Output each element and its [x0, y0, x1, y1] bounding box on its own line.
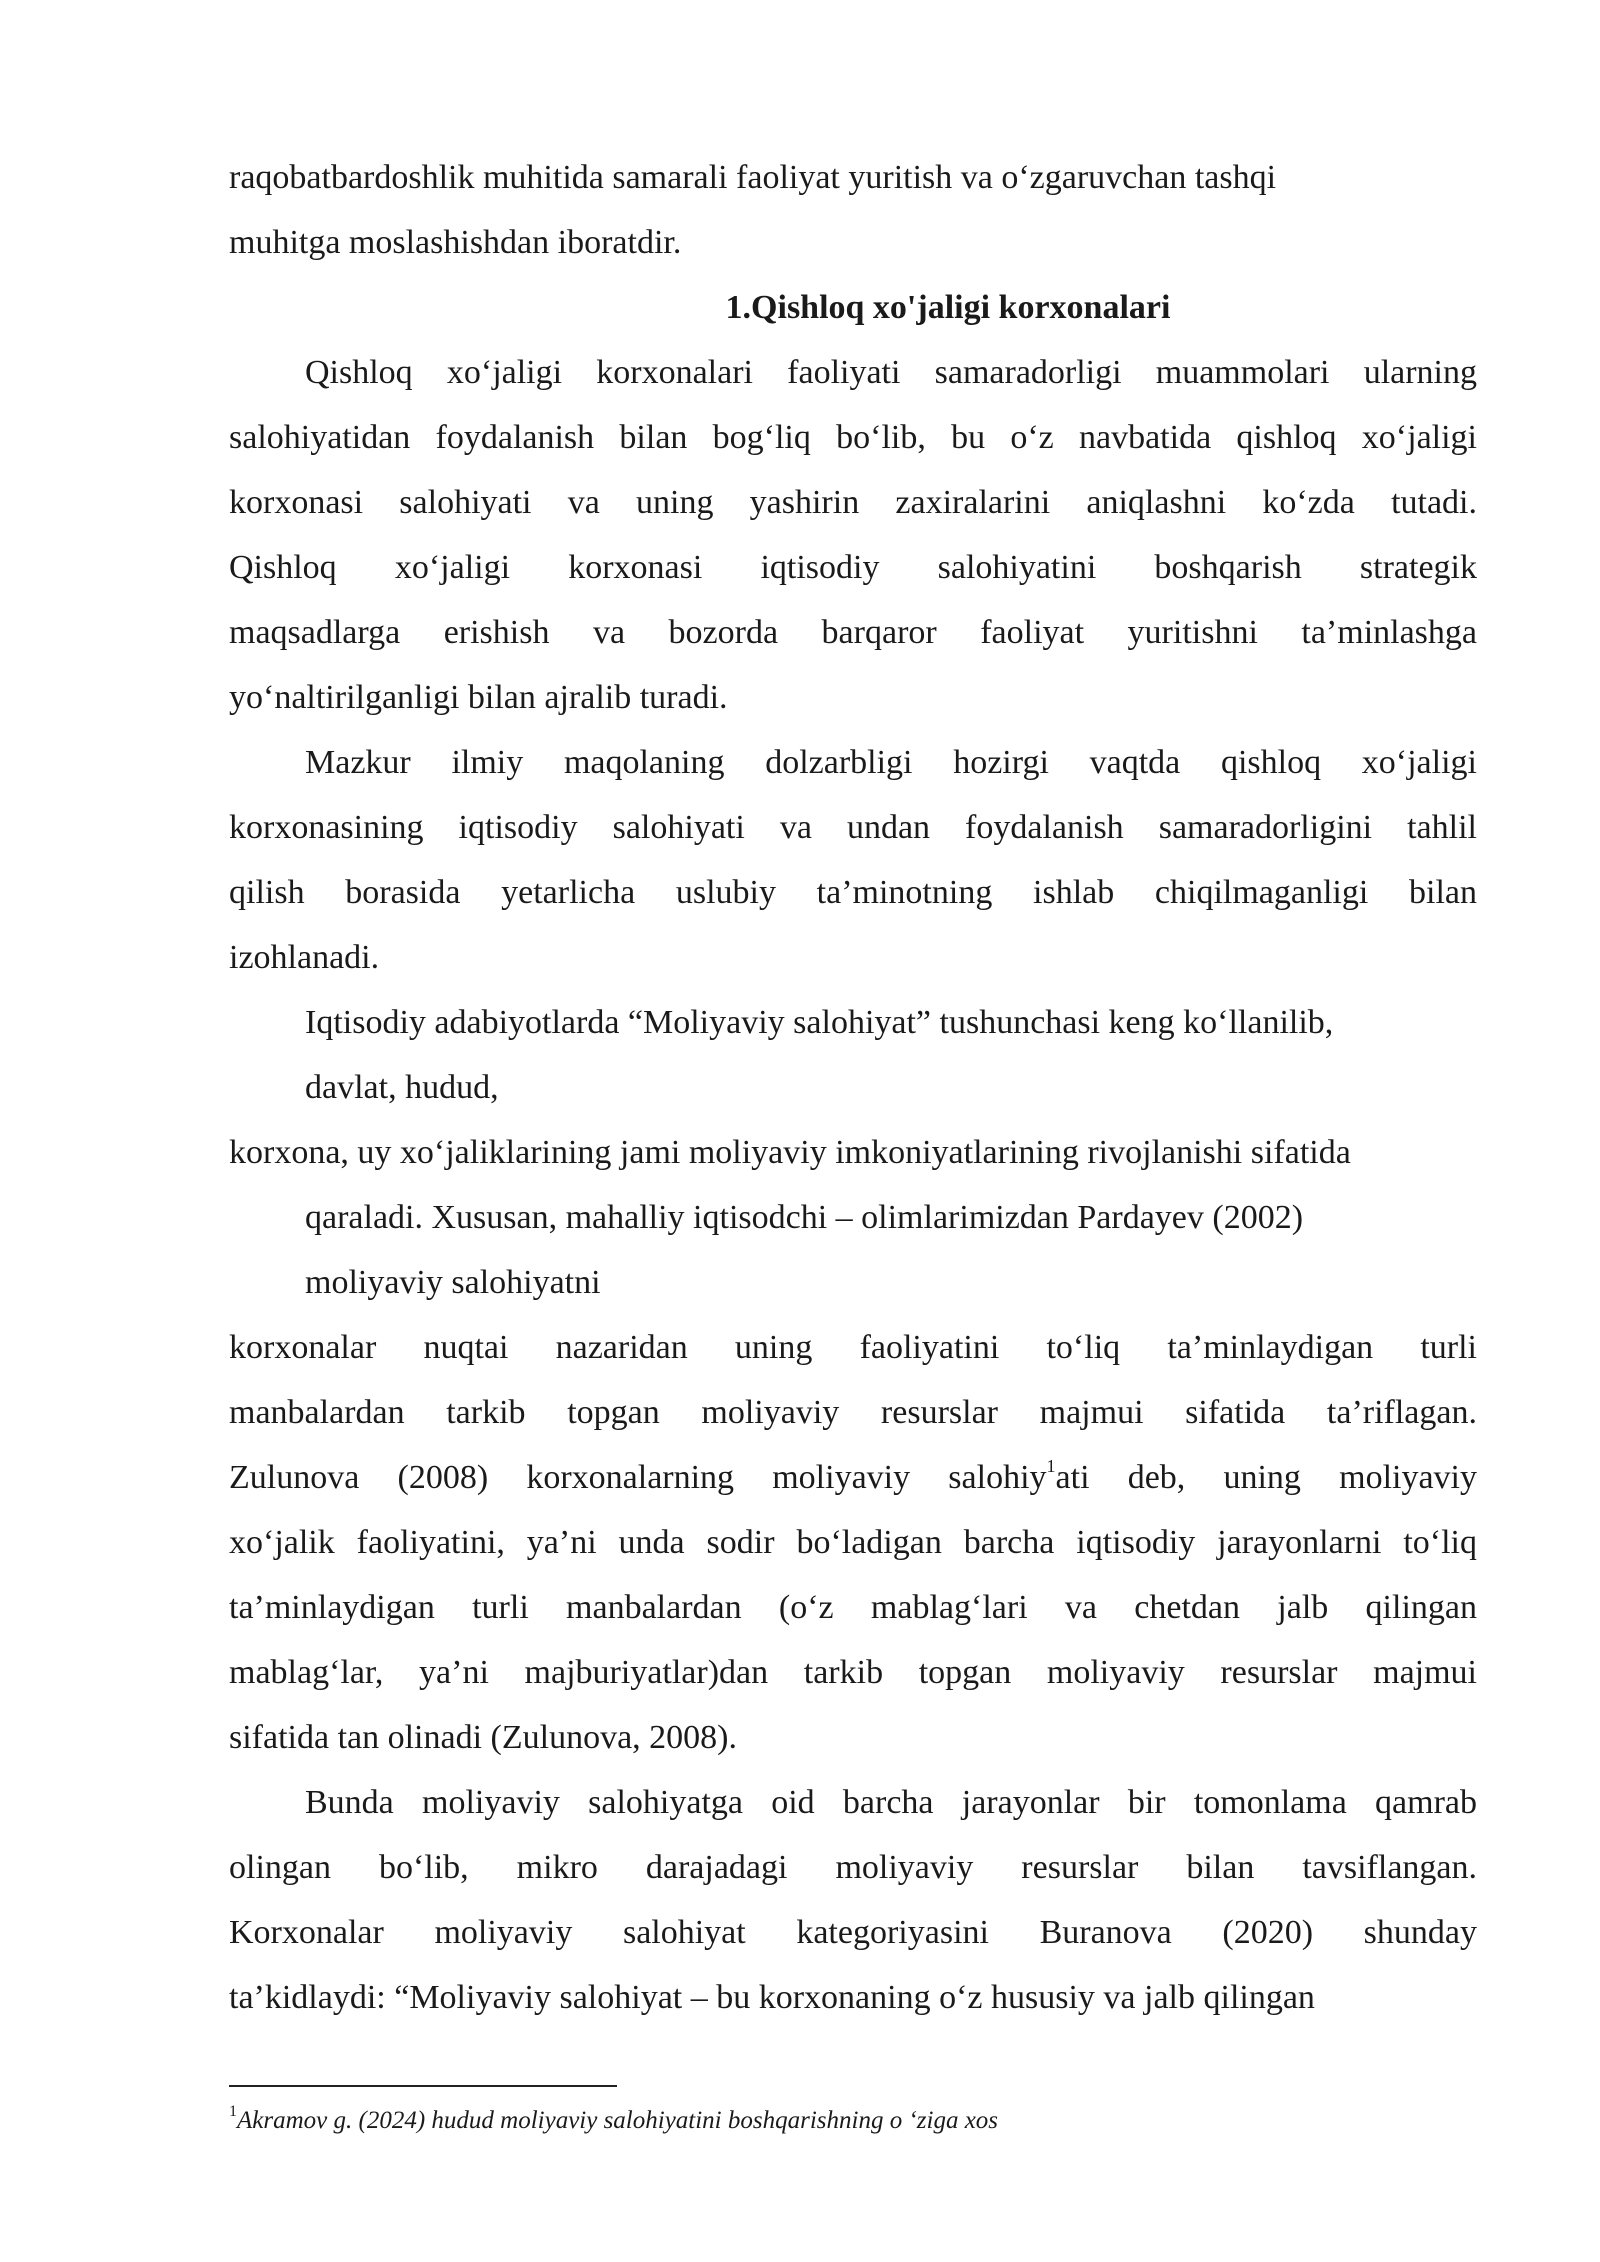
paragraph-line: korxonalar nuqtai nazaridan uning faoliyatini to‘liq ta’minlaydigan turli	[229, 1329, 1477, 1366]
paragraph-line: davlat, hudud,	[305, 1069, 499, 1106]
paragraph-line: qaraladi. Xususan, mahalliy iqtisodchi – olimlarimizdan Pardayev (2002)	[305, 1199, 1304, 1236]
footnote-marker: 1	[229, 2103, 237, 2120]
paragraph-line: maqsadlarga erishish va bozorda barqaror faoliyat yuritishni ta’minlashga	[229, 614, 1477, 651]
paragraph-line: ta’minlaydigan turli manbalardan (o‘z mablag‘lari va chetdan jalb qilingan	[229, 1589, 1477, 1626]
paragraph-line: mablag‘lar, ya’ni majburiyatlar)dan tarkib topgan moliyaviy resurslar majmui	[229, 1654, 1477, 1691]
intro-line-1: raqobatbardoshlik muhitida samarali faoliyat yuritish va o‘zgaruvchan tashqi	[229, 159, 1277, 196]
paragraph-1	[229, 340, 1477, 730]
text-segment: Zulunova (2008) korxonalarning moliyaviy salohiy	[229, 1459, 1047, 1496]
text-segment: ati deb, uning moliyaviy	[1055, 1459, 1477, 1496]
intro-line-2: muhitga moslashishdan iboratdir.	[229, 224, 682, 261]
paragraph-line: Iqtisodiy adabiyotlarda “Moliyaviy salohiyat” tushunchasi keng ko‘llanilib,	[305, 1004, 1334, 1041]
paragraph-line: korxonasining iqtisodiy salohiyati va undan foydalanish samaradorligini tahlil	[229, 809, 1477, 846]
paragraph-line: salohiyatidan foydalanish bilan bog‘liq bo‘lib, bu o‘z navbatida qishloq xo‘jaligi	[229, 419, 1477, 456]
footnote-text: Akramov g. (2024) hudud moliyaviy salohiyatini boshqarishning o ‘ziga xos	[237, 2107, 999, 2134]
footnote-reference[interactable]: 1	[1046, 1456, 1056, 1476]
paragraph-line: korxonasi salohiyati va uning yashirin zaxiralarini aniqlashni ko‘zda tutadi.	[229, 484, 1477, 521]
paragraph-line: korxona, uy xo‘jaliklarining jami moliyaviy imkoniyatlarining rivojlanishi sifatida	[229, 1134, 1351, 1171]
paragraph-2	[229, 730, 1477, 990]
footnote-separator	[229, 2085, 617, 2087]
paragraph-line: manbalardan tarkib topgan moliyaviy resurslar majmui sifatida ta’riflagan.	[229, 1394, 1477, 1431]
paragraph-line: olingan bo‘lib, mikro darajadagi moliyaviy resurslar bilan tavsiflangan.	[229, 1849, 1477, 1886]
paragraph-4	[229, 1770, 1477, 2030]
paragraph-line: xo‘jalik faoliyatini, ya’ni unda sodir bo‘ladigan barcha iqtisodiy jarayonlarni to‘liq	[229, 1524, 1477, 1561]
paragraph-line: ta’kidlaydi: “Moliyaviy salohiyat – bu korxonaning o‘z hususiy va jalb qilingan	[229, 1979, 1315, 2016]
paragraph-3	[229, 990, 1477, 1770]
paragraph-line: yo‘naltirilganligi bilan ajralib turadi.	[229, 679, 728, 716]
paragraph-line: Mazkur ilmiy maqolaning dolzarbligi hozirgi vaqtda qishloq xo‘jaligi	[305, 744, 1477, 781]
paragraph-line: Korxonalar moliyaviy salohiyat kategoriyasini Buranova (2020) shunday	[229, 1914, 1477, 1951]
paragraph-line: Bunda moliyaviy salohiyatga oid barcha jarayonlar bir tomonlama qamrab	[305, 1784, 1477, 1821]
section-heading: 1.Qishloq xo'jaligi korxonalari	[725, 289, 1171, 326]
paragraph-line: sifatida tan olinadi (Zulunova, 2008).	[229, 1719, 737, 1756]
paragraph-line: izohlanadi.	[229, 939, 380, 976]
paragraph-line: qilish borasida yetarlicha uslubiy ta’minotning ishlab chiqilmaganligi bilan	[229, 874, 1477, 911]
document-body	[229, 145, 1477, 2030]
paragraph-line-with-footnote-ref	[229, 1445, 1477, 1510]
paragraph-line: Qishloq xo‘jaligi korxonalari faoliyati samaradorligi muammolari ularning	[305, 354, 1477, 391]
paragraph-line: Qishloq xo‘jaligi korxonasi iqtisodiy salohiyatini boshqarish strategik	[229, 549, 1477, 586]
paragraph-line: moliyaviy salohiyatni	[305, 1264, 601, 1301]
footnote	[229, 2104, 998, 2138]
